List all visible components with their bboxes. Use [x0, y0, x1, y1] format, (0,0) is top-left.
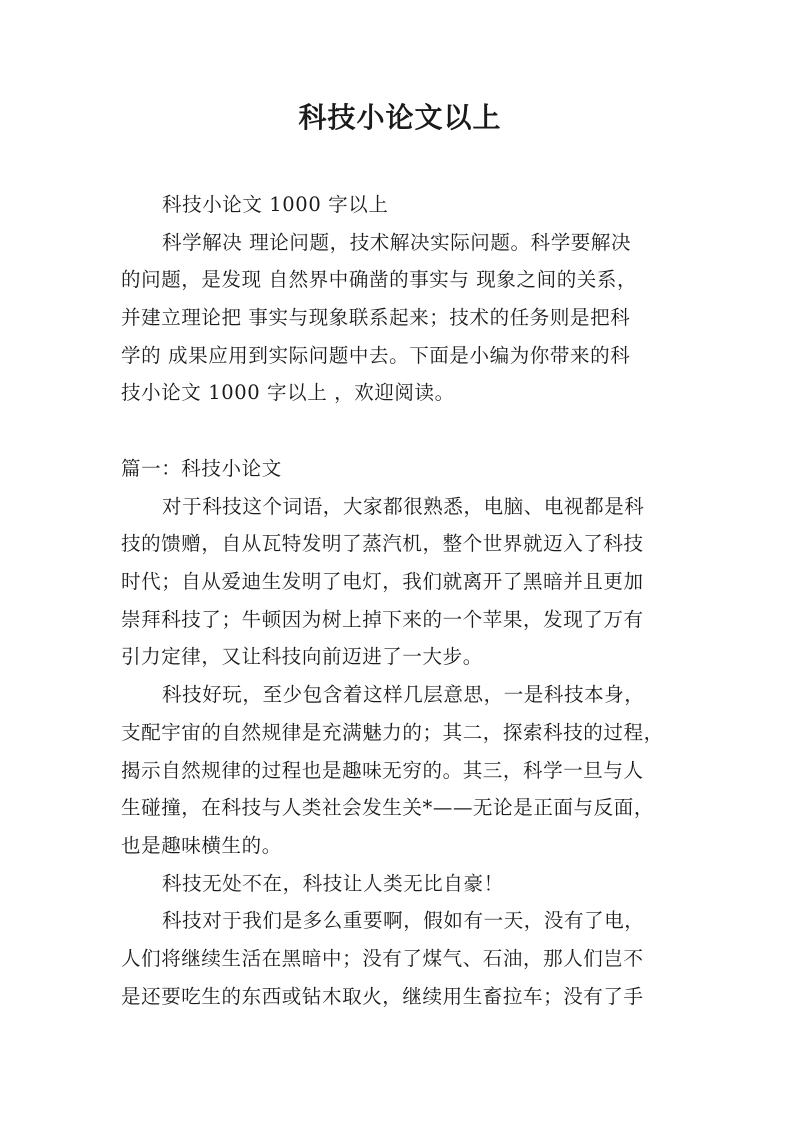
text-line: 技小论文 1000 字以上 ，欢迎阅读。 — [121, 381, 455, 405]
text-line: 科技好玩，至少包含着这样几层意思，一是科技本身， — [162, 683, 645, 707]
text-line: 科技对于我们是多么重要啊，假如有一天，没有了电， — [162, 909, 645, 933]
text-line: 是还要吃生的东西或钻木取火，继续用生畜拉车；没有了手 — [121, 984, 644, 1008]
text-line: 科学解决 理论问题，技术解决实际问题。科学要解决 — [162, 230, 632, 254]
text-line: 技的馈赠，自从瓦特发明了蒸汽机，整个世界就迈入了科技 — [121, 532, 644, 556]
text-line: 人们将继续生活在黑暗中；没有了煤气、石油，那人们岂不 — [121, 946, 644, 970]
text-line: 并建立理论把 事实与现象联系起来；技术的任务则是把科 — [121, 306, 631, 330]
text-line: 学的 成果应用到实际问题中去。下面是小编为你带来的科 — [121, 343, 631, 367]
text-line: 崇拜科技了；牛顿因为树上掉下来的一个苹果，发现了万有 — [121, 607, 644, 631]
text-line: 时代；自从爱迪生发明了电灯，我们就离开了黑暗并且更加 — [121, 570, 644, 594]
intro-paragraph — [121, 186, 687, 412]
section-heading: 篇一：科技小论文 — [121, 457, 282, 480]
document-title: 科技小论文以上 — [298, 101, 502, 134]
section-one — [121, 450, 687, 1015]
text-line: 支配宇宙的自然规律是充满魅力的；其二，探索科技的过程， — [121, 720, 664, 744]
text-line: 对于科技这个词语，大家都很熟悉，电脑、电视都是科 — [162, 494, 645, 518]
text-line: 生碰撞，在科技与人类社会发生关*——无论是正面与反面， — [121, 796, 654, 820]
text-line: 揭示自然规律的过程也是趣味无穷的。其三，科学一旦与人 — [121, 758, 644, 782]
text-line: 也是趣味横生的。 — [121, 833, 282, 857]
text-line: 科技小论文 1000 字以上 — [162, 193, 389, 216]
text-line: 科技无处不在，科技让人类无比自豪！ — [162, 871, 504, 895]
text-line: 引力定律，又让科技向前迈进了一大步。 — [121, 645, 483, 669]
text-line: 的问题，是发现 自然界中确凿的事实与 现象之间的关系， — [121, 268, 638, 292]
